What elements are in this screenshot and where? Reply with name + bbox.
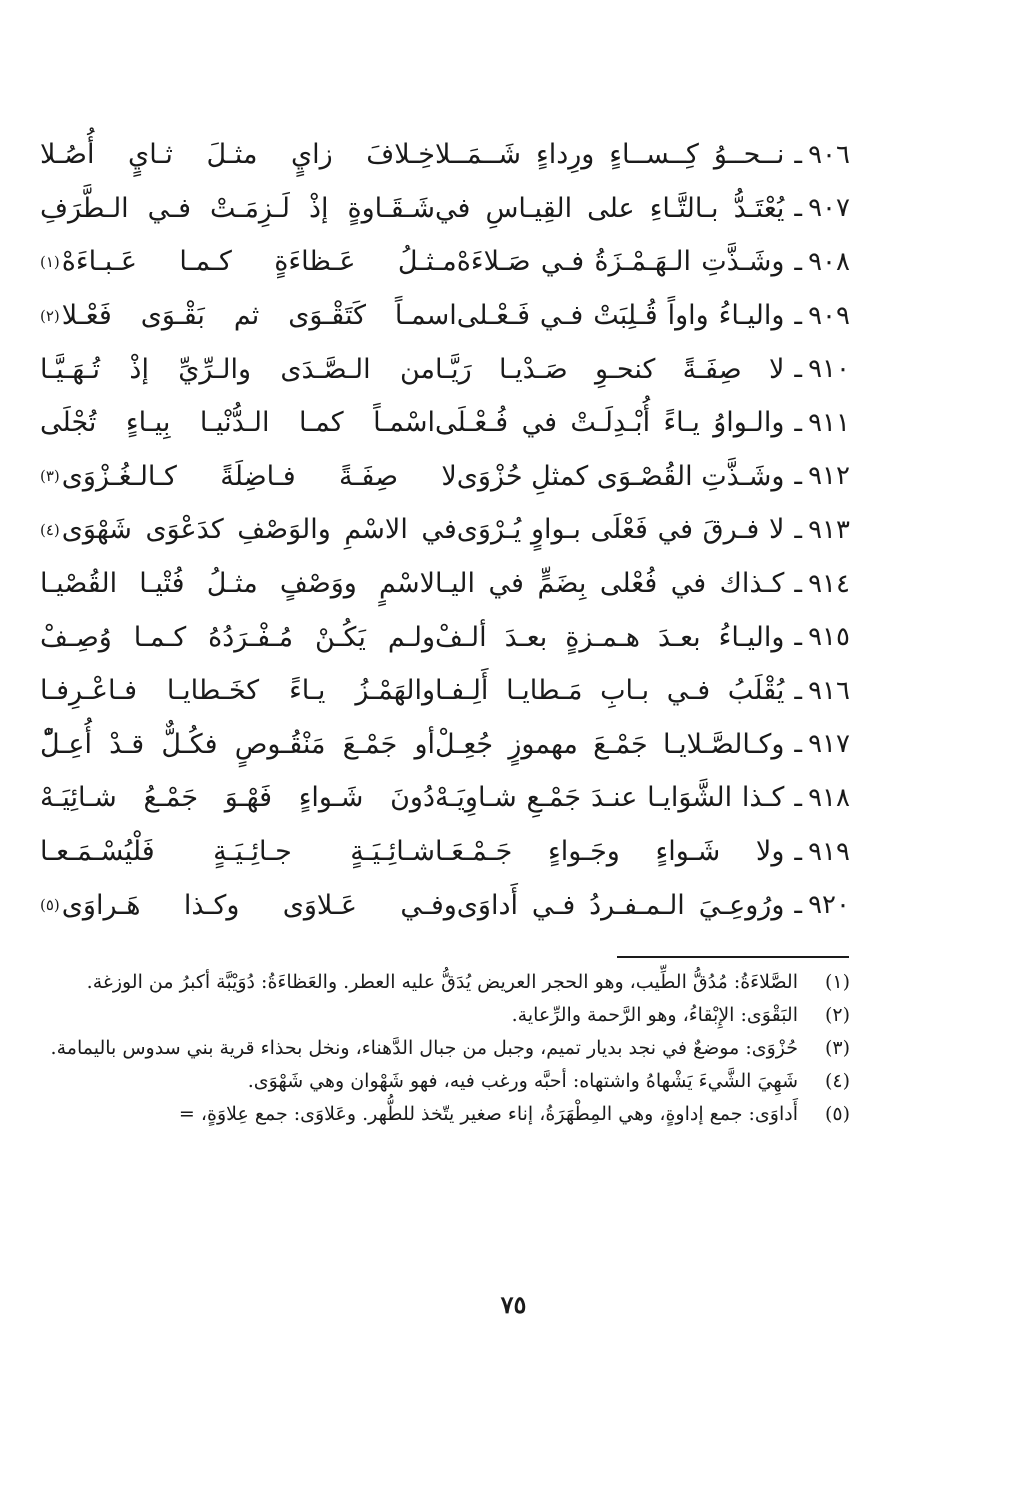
verse-first-hemistich [435,622,850,653]
verse-first-hemistich [457,514,850,545]
verse-number: ٩٠٧ [808,193,850,224]
footnote-number: (٥) [824,1103,850,1125]
footnote-item [50,966,850,999]
verse-dash: ـ [794,622,802,653]
verse-sadr-text: واليـاءُ واواً قُـلِبَتْ فـي فَـعْـلى [456,300,785,332]
verse-row [40,396,850,450]
verse-dash: ـ [794,675,802,706]
footnote-reference[interactable]: (٣) [40,467,60,486]
verse-dash: ـ [794,782,802,813]
verse-sadr-text: واليـاءُ بعـدَ هـمـزةٍ بعـدَ ألـفْ [435,621,785,653]
verse-second-hemistich [40,568,435,599]
footnote-divider [617,956,849,958]
verse-second-hemistich [40,890,457,921]
verse-dash: ـ [794,354,802,385]
verse-list [40,128,850,932]
verse-number: ٩١٨ [808,782,850,813]
verse-second-hemistich [40,514,457,545]
verse-row [40,664,850,718]
verse-row [40,342,850,396]
verse-ajuz-text: شـائِـيَـةٍ جـائِـيَـةٍ فَلْيُسْـمَـعـا [40,836,435,868]
verse-dash: ـ [794,836,802,867]
verse-second-hemistich [40,782,435,813]
verse-first-hemistich [435,354,850,385]
footnote-reference[interactable]: (٥) [40,896,60,915]
verse-sadr-text: يُعْتَـدُّ بـالتَّـاءِ على القِيـاسِ في [435,192,785,224]
verse-number: ٩١١ [808,407,850,438]
verse-first-hemistich [435,568,850,599]
verse-second-hemistich [40,622,435,653]
verse-number: ٩١٠ [808,354,850,385]
footnote-reference[interactable]: (٢) [40,306,60,325]
verse-number: ٩١٥ [808,622,850,653]
verse-number: ٩١٢ [808,461,850,492]
verse-first-hemistich [457,300,850,331]
verse-first-hemistich [457,461,850,492]
verse-dash: ـ [794,514,802,545]
verse-dash: ـ [794,407,802,438]
verse-sadr-text: نــحــوُ كِــســاءٍ ورِداءٍ شَــمَــلا [435,139,785,171]
verse-ajuz-text: خِـلافَ زايٍ مثـلَ ثـايٍ أُصُـلا [40,139,435,171]
verse-sadr-text: يُقْلَبُ فـي بـابِ مَـطايـا أَلِـفـا [435,675,785,707]
verse-dash: ـ [794,246,802,277]
verse-sadr-text: لا فـرقَ في فَعْلَى بـواوٍ يُـرْوَى [456,514,785,546]
verse-number: ٩٠٩ [808,300,850,331]
verse-second-hemistich [40,300,457,331]
verse-ajuz-text: دُونَ شَـواءٍ فَهْـوَ جَمْـعُ شـائِيَـهْ [40,782,435,814]
verse-ajuz-text: مـثـلُ عَـظاءَةٍ كـمـا عَـبـاءَهْ [61,246,457,278]
verse-second-hemistich [40,139,435,170]
verse-ajuz-text: لاسْمٍ ووَصْفٍ مثـلُ فُتْيـا القُصْيـا [40,568,435,600]
verse-ajuz-text: من الـصَّـدَى والـرِّيِّ إذْ تُـهَـيَّـا [40,353,435,385]
verse-second-hemistich [40,675,435,706]
verse-second-hemistich [40,193,435,224]
verse-first-hemistich [457,246,850,277]
verse-number: ٩١٩ [808,836,850,867]
verse-first-hemistich [435,193,850,224]
verse-row [40,557,850,611]
verse-ajuz-text: في الاسْمِ والوَصْفِ كدَعْوَى شَهْوَى [61,514,457,546]
verse-dash: ـ [794,300,802,331]
verse-first-hemistich [435,782,850,813]
verse-row [40,771,850,825]
verse-first-hemistich [435,836,850,867]
verse-sadr-text: كـذا الشَّوَايـا عنـدَ جَمْـعِ شـاوِيَـهْ [435,782,785,814]
verse-row [40,289,850,343]
verse-row [40,503,850,557]
footnote-text: البَقْوَى: الإِبْقاءُ، وهو الرَّحمة والرِّعاية. [511,1004,798,1026]
verse-number: ٩١٦ [808,675,850,706]
footnote-list [50,966,850,1131]
footnote-text: الصَّلاءَةُ: مُدُقُّ الطِّيب، وهو الحجر العريض يُدَقُّ عليه العطر. والعَظاءَةُ: دُوَيْبَّة أكبرُ من الوزغة. [86,971,798,993]
verse-ajuz-text: وفـي عَـلاوَى وكـذا هَـراوَى [61,889,457,921]
verse-number: ٩١٤ [808,568,850,599]
verse-first-hemistich [435,729,850,760]
verse-sadr-text: ولا شَـواءٍ وجَـواءٍ جَـمْـعَـا [435,836,785,868]
verse-second-hemistich [40,407,435,438]
verse-row [40,610,850,664]
verse-number: ٩١٣ [808,514,850,545]
verse-number: ٩٠٦ [808,139,850,170]
footnote-number: (٤) [824,1070,850,1092]
verse-ajuz-text: اسمـاً كَتَقْـوَى ثم بَقْـوَى فَعْـلا [61,300,457,332]
verse-second-hemistich [40,246,457,277]
verse-sadr-text: وشَـذَّتِ القُصْـوَى كمثلِ حُزْوَى [456,460,785,492]
footnote-text: أَداوَى: جمع إداوةٍ، وهي المِطْهَرَةُ، إناء صغير يتّخذ للطُّهر. وعَلاوَى: جمع عِلاوَةٍ، = [178,1103,798,1125]
verse-sadr-text: والـواوُ يـاءً أُبْـدِلَـتْ في فُـعْـلَى [435,407,785,439]
footnote-reference[interactable]: (١) [40,252,60,271]
footnote-number: (١) [824,971,850,993]
verse-dash: ـ [794,139,802,170]
verse-row [40,825,850,879]
footnote-text: حُزْوَى: موضعٌ في نجد بديار تميم، وجبل من جبال الدَّهناء، ونخل بحذاء قرية بني سدوس باليمامة. [50,1037,798,1059]
footnote-text: شَهِيَ الشَّيءَ يَشْهاهُ واشتهاه: أحبَّه ورغب فيه، فهو شَهْوان وهي شَهْوَى. [247,1070,798,1092]
verse-sadr-text: وكـالصَّـلايـا جَمْـعَ مهموزٍ جُعِـلْ [435,728,785,760]
verse-sadr-text: كـذاك في فُعْلى بِضَمٍّ في اليـا [435,568,785,600]
verse-row [40,878,850,932]
verse-ajuz-text: والهَمْـزُ يـاءً كخَـطايـا فـاعْـرِفـا [40,675,435,707]
verse-dash: ـ [794,461,802,492]
verse-sadr-text: ورُوعِـيَ الـمـفـردُ فـي أَداوَى [456,889,785,921]
verse-second-hemistich [40,461,457,492]
footnote-item [50,999,850,1032]
verse-ajuz-text: لا صِفَـةً فـاضِلَةً كـالـغُـزْوَى [61,460,457,492]
footnote-item [50,1032,850,1065]
footnote-number: (٢) [824,1004,850,1026]
verse-first-hemistich [435,139,850,170]
verse-dash: ـ [794,193,802,224]
footnote-reference[interactable]: (٤) [40,520,60,539]
verse-row [40,235,850,289]
verse-sadr-text: لا صِفَـةً كنحـوِ صَـدْيـا رَيَّـا [435,353,785,385]
verse-ajuz-text: ولـم يَكُـنْ مُـفْـرَدُهُ كـمـا وُصِـفْ [40,621,435,653]
verse-first-hemistich [435,407,850,438]
verse-first-hemistich [435,675,850,706]
verse-dash: ـ [794,568,802,599]
verse-second-hemistich [40,836,435,867]
verse-second-hemistich [40,729,435,760]
verse-ajuz-text: أو جَمْـعَ مَنْقُـوصٍ فكُـلٌّ قـدْ أُعِـلّْ [40,728,435,760]
verse-row [40,182,850,236]
footnote-item [50,1098,850,1131]
verse-second-hemistich [40,354,435,385]
verse-row [40,450,850,504]
verse-row [40,128,850,182]
footnote-number: (٣) [824,1037,850,1059]
verse-row [40,718,850,772]
verse-dash: ـ [794,729,802,760]
footnote-item [50,1065,850,1098]
verse-ajuz-text: شَـقَـاوةٍ إذْ لَـزِمَـتْ فـي الـطَّرَفِ [40,192,435,224]
verse-number: ٩٠٨ [808,246,850,277]
verse-number: ٩١٧ [808,729,850,760]
page-number: ٧٥ [500,1290,527,1319]
verse-ajuz-text: اسْمـاً كمـا الـدُّنْيـا بِيـاءٍ تُجْلَى [40,407,435,439]
verse-dash: ـ [794,890,802,921]
verse-number: ٩٢٠ [808,890,850,921]
verse-sadr-text: وشَـذَّتِ الـهَـمْـزَةُ فـي صَـلاءَهْ [456,246,785,278]
verse-first-hemistich [457,890,850,921]
